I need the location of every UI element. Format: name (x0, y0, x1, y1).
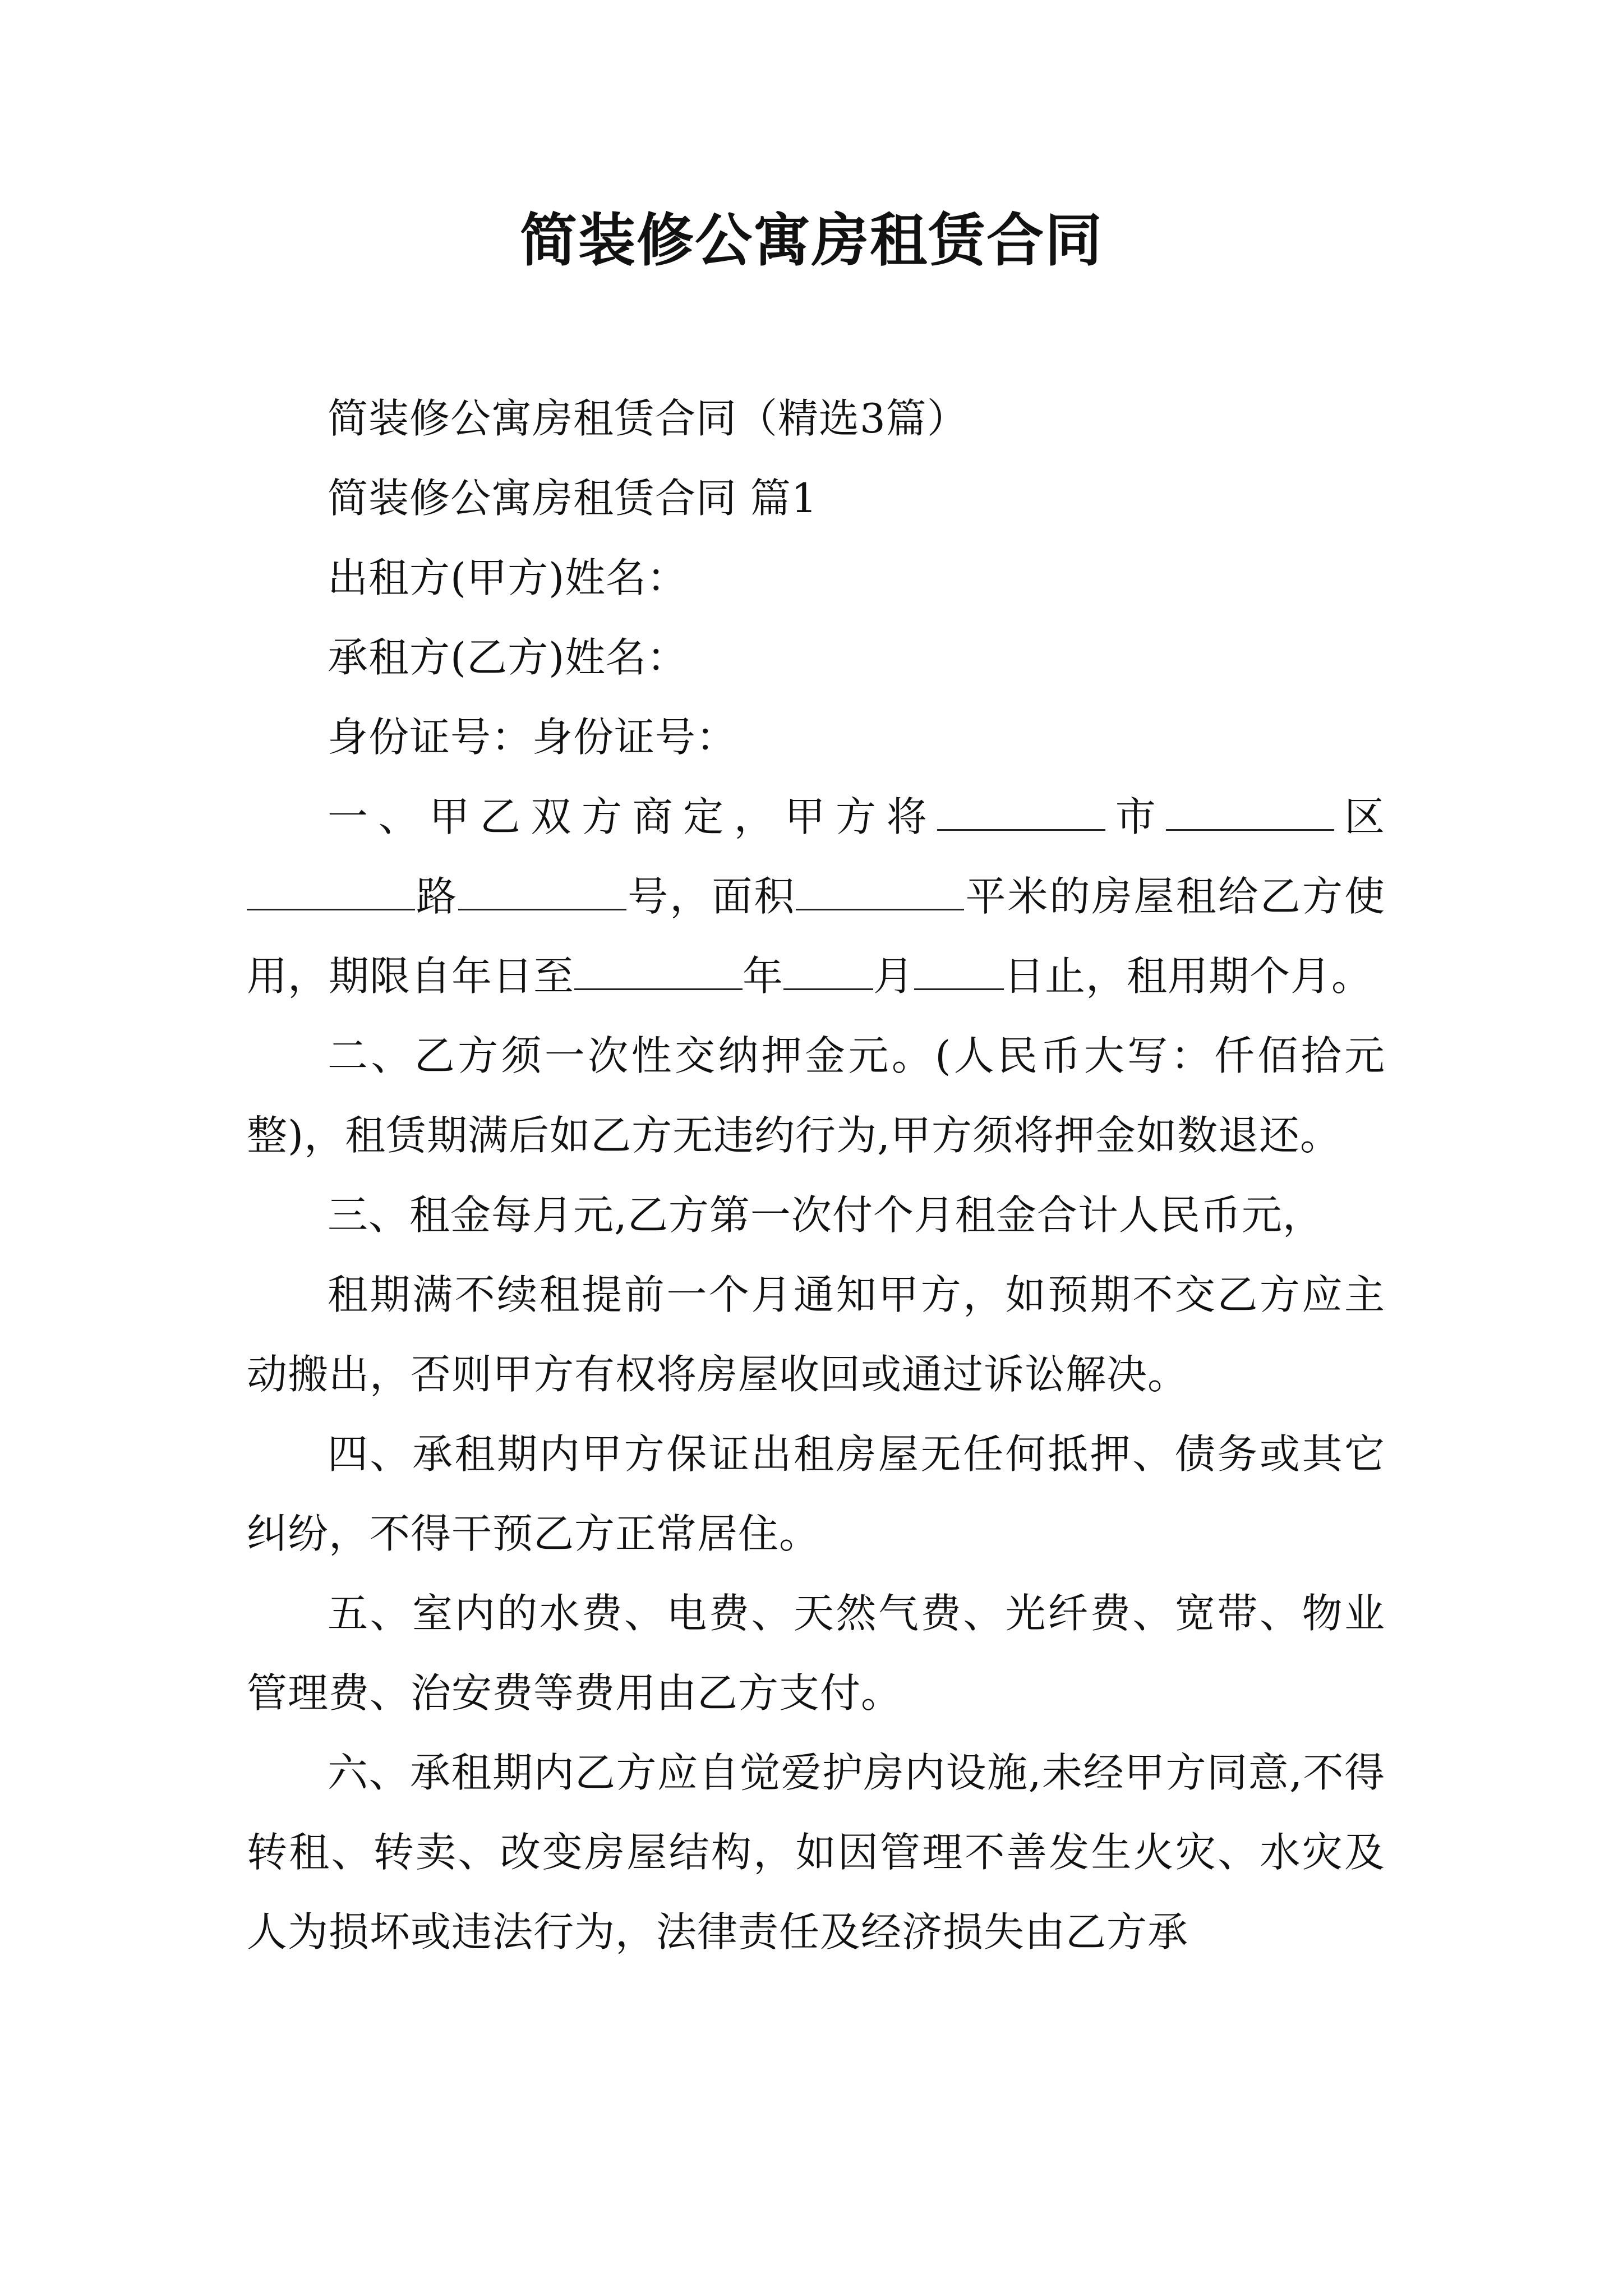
paragraph-lessee-name: 承租方(乙方)姓名： (328, 634, 688, 681)
paragraph-part-heading: 简装修公寓房租赁合同 篇1 (328, 475, 818, 522)
clause-1-text: 年 (743, 953, 784, 1000)
blank-line (914, 950, 1004, 990)
blank-line (574, 950, 743, 990)
paragraph-lessor-name: 出租方(甲方)姓名： (328, 554, 688, 601)
blank-line (458, 871, 626, 910)
clause-1-text: 一、甲乙双方商定，甲方将 (328, 793, 938, 840)
paragraph-id-numbers: 身份证号：身份证号： (328, 714, 737, 761)
blank-line (796, 871, 964, 910)
blank-line (937, 791, 1105, 831)
clause-1-text: 市 (1105, 793, 1166, 840)
clause-5: 五、室内的水费、电费、天然气费、光纤费、宽带、物业管理费、治安费等费用由乙方支付。 (247, 1590, 1385, 1717)
clause-4: 四、承租期内甲方保证出租房屋无任何抵押、债务或其它纠纷，不得干预乙方正常居住。 (247, 1430, 1385, 1557)
paragraph-subtitle: 简装修公寓房租赁合同（精选3篇） (328, 395, 968, 442)
clause-1 (247, 777, 1385, 1016)
clause-1-text: 平米的房屋租给乙方使用，期限自年日至 (247, 873, 1385, 1000)
clause-1-text: 区 (1334, 793, 1385, 840)
blank-line (783, 950, 873, 990)
clause-1-text: 日止，租用期个月。 (1004, 953, 1373, 1000)
blank-line (1166, 791, 1334, 831)
document-body (247, 379, 1385, 1972)
clause-1-text: 月 (873, 953, 915, 1000)
clause-3: 三、租金每月元,乙方第一次付个月租金合计人民币元， (328, 1191, 1324, 1239)
clause-1-text: 路 (415, 873, 459, 920)
clause-3-continued: 租期满不续租提前一个月通知甲方，如预期不交乙方应主动搬出，否则甲方有权将房屋收回或通过诉讼解决。 (247, 1271, 1385, 1398)
document-title: 简装修公寓房租赁合同 (520, 208, 1103, 274)
blank-line (247, 871, 415, 910)
clause-1-text: 号，面积 (626, 873, 796, 920)
clause-2: 二、乙方须一次性交纳押金元。(人民币大写：仟佰拾元整)，租赁期满后如乙方无违约行为,甲方须将押金如数退还。 (247, 1032, 1385, 1159)
clause-6: 六、承租期内乙方应自觉爱护房内设施,未经甲方同意,不得转租、转卖、改变房屋结构，如因管理不善发生火灾、水灾及人为损坏或违法行为，法律责任及经济损失由乙方承 (247, 1749, 1385, 1955)
